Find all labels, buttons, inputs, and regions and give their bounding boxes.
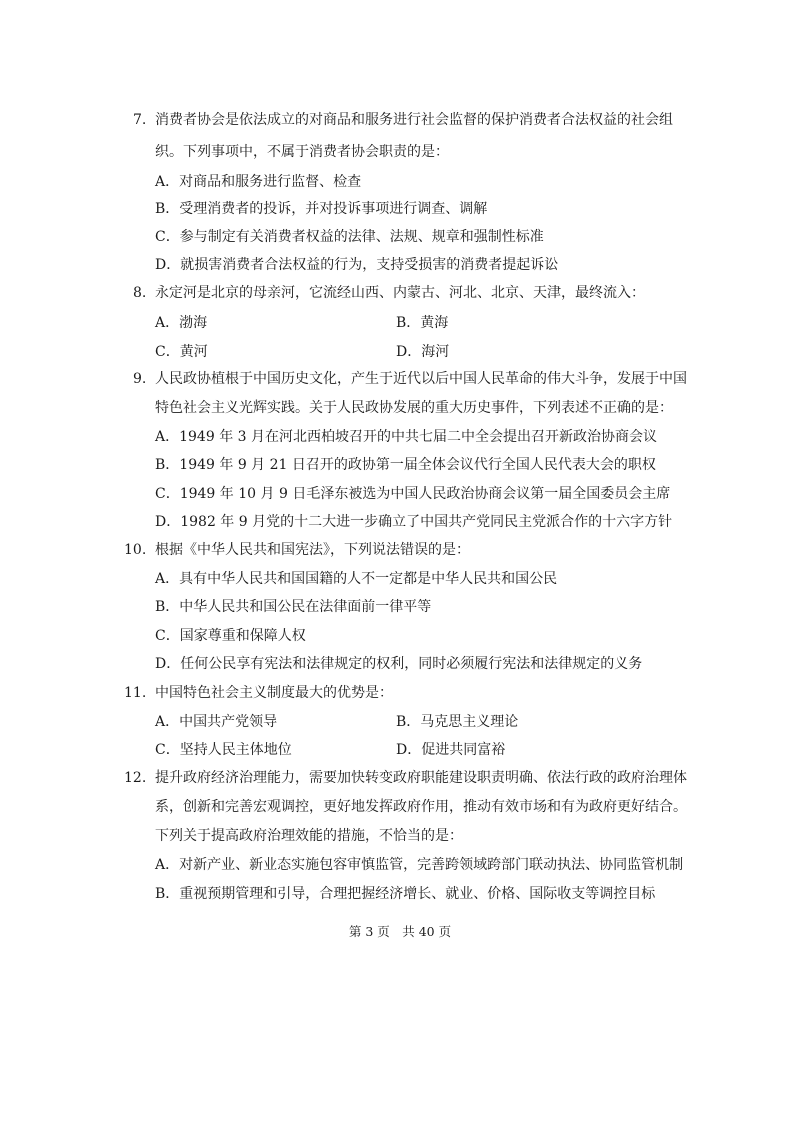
question-7-stem-line-1: 消费者协会是依法成立的对商品和服务进行社会监督的保护消费者合法权益的社会组 <box>155 112 673 128</box>
question-7-option-b: B．受理消费者的投诉，并对投诉事项进行调查、调解 <box>155 201 488 217</box>
question-9-option-d: D．1982 年 9 月党的十二大进一步确立了中国共产党同民主党派合作的十六字方针 <box>155 514 673 530</box>
question-10-option-d: D．任何公民享有宪法和法律规定的权利，同时必须履行宪法和法律规定的义务 <box>155 656 643 672</box>
question-11-option-d: D．促进共同富裕 <box>396 742 506 758</box>
question-9-option-c: C．1949 年 10 月 9 日毛泽东被选为中国人民政治协商会议第一届全国委员会主席 <box>155 486 671 502</box>
question-11-number: 11. <box>124 685 147 701</box>
question-12-stem-line-1: 提升政府经济治理能力，需要加快转变政府职能建设职责明确、依法行政的政府治理体 <box>155 770 687 786</box>
question-7-option-c: C．参与制定有关消费者权益的法律、法规、规章和强制性标准 <box>155 229 544 245</box>
question-12-option-b: B．重视预期管理和引导，合理把握经济增长、就业、价格、国际收支等调控目标 <box>155 886 656 902</box>
question-11-option-c: C．坚持人民主体地位 <box>155 742 292 758</box>
question-12-number: 12. <box>124 770 147 786</box>
question-8-option-a: A．渤海 <box>155 315 208 331</box>
page-footer: 第 3 页 共 40 页 <box>348 924 452 939</box>
question-12-stem-line-2: 系，创新和完善宏观调控，更好地发挥政府作用，推动有效市场和有为政府更好结合。 <box>155 799 687 815</box>
question-12-option-a: A．对新产业、新业态实施包容审慎监管，完善跨领域跨部门联动执法、协同监管机制 <box>155 857 684 873</box>
question-12-stem-line-3: 下列关于提高政府治理效能的措施，不恰当的是： <box>155 828 463 844</box>
question-8-number: 8. <box>133 285 147 301</box>
question-9-stem-line-2: 特色社会主义光辉实践。关于人民政协发展的重大历史事件，下列表述不正确的是： <box>155 400 673 416</box>
question-8-option-c: C．黄河 <box>155 344 208 360</box>
question-7-stem-line-2: 织。下列事项中，不属于消费者协会职责的是： <box>155 144 449 160</box>
question-8-option-d: D．海河 <box>396 344 450 360</box>
question-9-stem-line-1: 人民政协植根于中国历史文化，产生于近代以后中国人民革命的伟大斗争，发展于中国 <box>155 371 687 387</box>
question-11-option-b: B．马克思主义理论 <box>396 714 519 730</box>
question-10-option-b: B．中华人民共和国公民在法律面前一律平等 <box>155 599 432 615</box>
question-7-number: 7. <box>133 112 147 128</box>
question-10-stem-line-1: 根据《中华人民共和国宪法》，下列说法错误的是： <box>155 542 470 558</box>
question-10-number: 10. <box>124 542 147 558</box>
question-11-option-a: A．中国共产党领导 <box>155 714 278 730</box>
question-9-option-b: B．1949 年 9 月 21 日召开的政协第一届全体会议代行全国人民代表大会的职权 <box>155 457 656 473</box>
question-7-option-d: D．就损害消费者合法权益的行为，支持受损害的消费者提起诉讼 <box>155 257 559 273</box>
question-9-option-a: A．1949 年 3 月在河北西柏坡召开的中共七届二中全会提出召开新政治协商会议 <box>155 429 657 445</box>
question-8-stem-line-1: 永定河是北京的母亲河，它流经山西、内蒙古、河北、北京、天津，最终流入： <box>155 285 645 301</box>
question-10-option-a: A．具有中华人民共和国国籍的人不一定都是中华人民共和国公民 <box>155 571 558 587</box>
question-8-option-b: B．黄海 <box>396 315 449 331</box>
question-7-option-a: A．对商品和服务进行监督、检查 <box>155 174 362 190</box>
question-10-option-c: C．国家尊重和保障人权 <box>155 628 306 644</box>
question-9-number: 9. <box>133 371 147 387</box>
question-11-stem-line-1: 中国特色社会主义制度最大的优势是： <box>155 685 393 701</box>
